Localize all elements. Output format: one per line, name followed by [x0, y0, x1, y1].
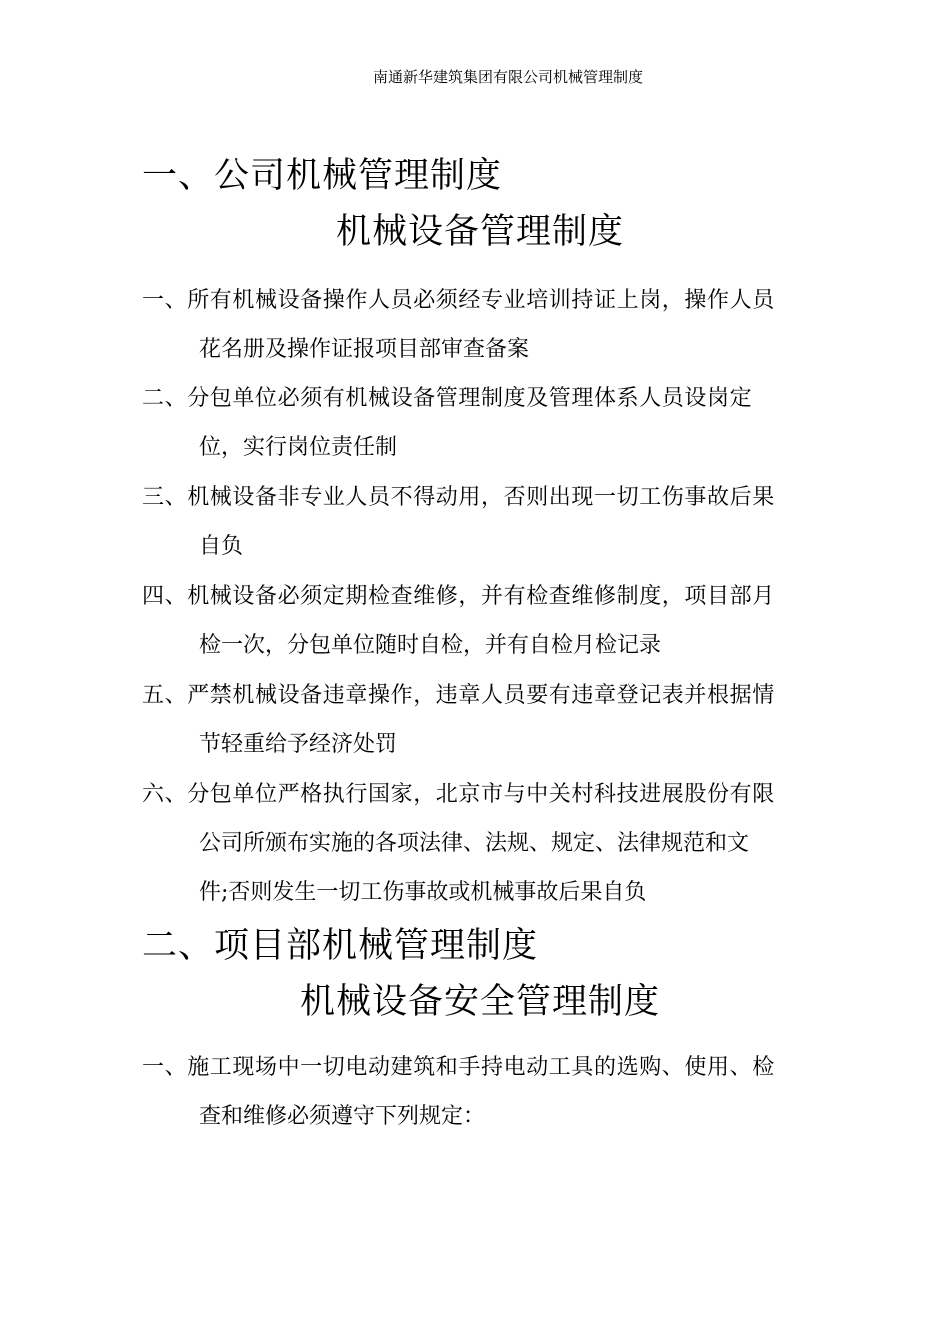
rule-item-1-4: [142, 572, 822, 670]
rule-item-2-1: [142, 1043, 822, 1141]
rule-line: 四、机械设备必须定期检查维修，并有检查维修制度，项目部月: [142, 584, 775, 609]
rule-line: 六、分包单位严格执行国家，北京市与中关村科技进展股份有限: [142, 782, 775, 807]
rule-line: 自负: [199, 534, 244, 559]
rule-item-1-2: [142, 374, 822, 472]
rule-line: 花名册及操作证报项目部审查备案: [199, 337, 530, 362]
section-subtitle-2: 机械设备安全管理制度: [299, 982, 660, 1022]
rule-item-1-6: [142, 770, 822, 917]
rule-line: 位，实行岗位责任制: [199, 435, 398, 460]
rule-line: 三、机械设备非专业人员不得动用，否则出现一切工伤事故后果: [142, 485, 775, 510]
page-header: 南通新华建筑集团有限公司机械管理制度: [372, 68, 643, 86]
rule-item-1-5: [142, 671, 822, 769]
rule-line: 一、施工现场中一切电动建筑和手持电动工具的选购、使用、检: [142, 1055, 775, 1080]
section-title-1: 一、公司机械管理制度: [142, 156, 503, 196]
rule-line: 五、严禁机械设备违章操作，违章人员要有违章登记表并根据情: [142, 683, 775, 708]
rule-line: 检一次，分包单位随时自检，并有自检月检记录: [199, 633, 662, 658]
rule-line: 一、所有机械设备操作人员必须经专业培训持证上岗，操作人员: [142, 288, 775, 313]
rule-line: 件;否则发生一切工伤事故或机械事故后果自负: [199, 880, 647, 905]
section-subtitle-1: 机械设备管理制度: [335, 212, 624, 252]
rule-line: 节轻重给予经济处罚: [199, 732, 398, 757]
rule-item-1-3: [142, 473, 822, 571]
rule-line: 查和维修必须遵守下列规定：: [199, 1104, 486, 1129]
rule-item-1-1: [142, 276, 822, 374]
section-title-2: 二、项目部机械管理制度: [142, 926, 539, 966]
rule-line: 二、分包单位必须有机械设备管理制度及管理体系人员设岗定: [142, 386, 753, 411]
rule-line: 公司所颁布实施的各项法律、法规、规定、法律规范和文: [199, 831, 750, 856]
